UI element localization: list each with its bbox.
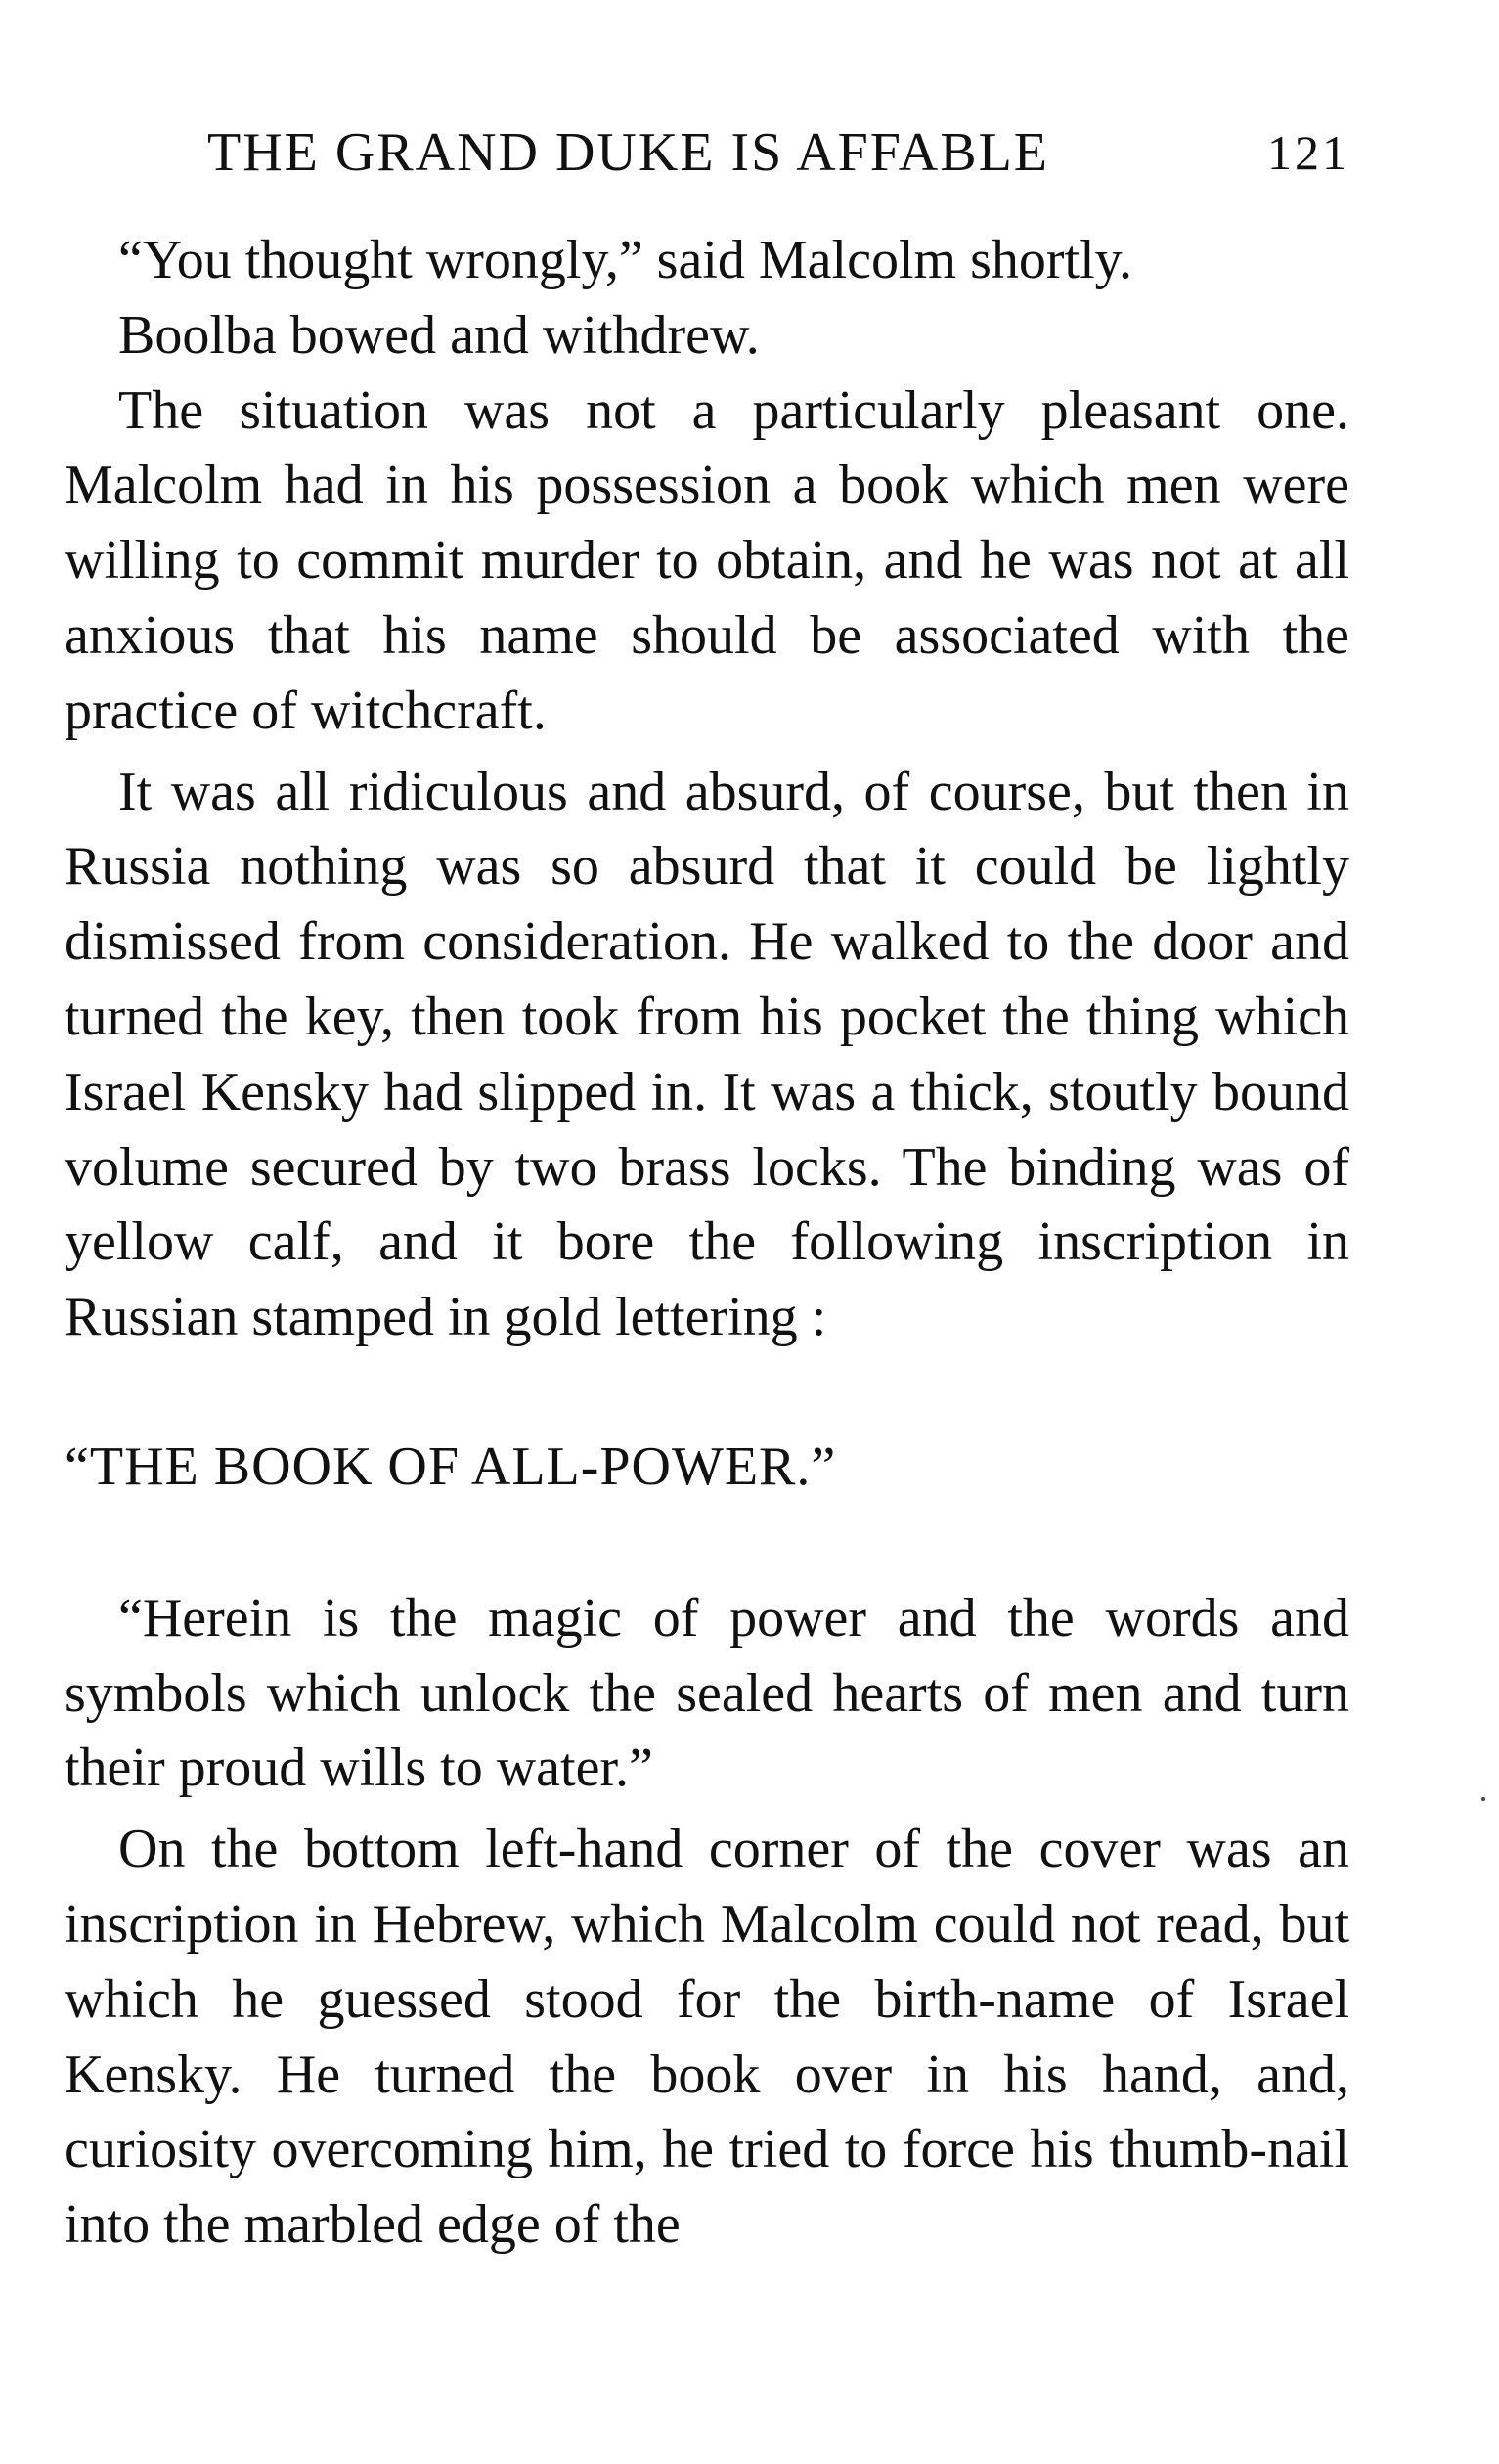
- paragraph-hebrew-inscription: On the bottom left-hand corner of the cover was an inscription in Hebrew, which Malcolm could not read, but which he guessed stood for the birth-name of Israel Kensky. He turned the book over in his hand, and, curiosity overcoming him, he tried to force his thumb-nail into the marbled edge of the: [65, 1819, 1349, 2256]
- paragraph-absurd: It was all ridiculous and absurd, of course, but then in Russia nothing was so absurd that it could be lightly dismissed from consideration. He walked to the door and turned the key, then took from his pocket the thing which Israel Kensky had slipped in. It was a thick, stoutly bound volume secured by two brass locks. The binding was of yellow calf, and it bore the following inscription in Russian stamped in gold lettering :: [65, 761, 1349, 1348]
- paper-speck: [1481, 1797, 1485, 1801]
- paragraph-withdrew: Boolba bowed and withdrew.: [118, 304, 760, 366]
- running-title: THE GRAND DUKE IS AFFABLE: [207, 122, 1049, 183]
- paragraph-herein: “Herein is the magic of power and the words and symbols which unlock the sealed hearts of men and turn their proud wills to water.”: [65, 1587, 1349, 1799]
- page-number: 121: [1267, 125, 1349, 180]
- book-title-inscription: “THE BOOK OF ALL-POWER.”: [65, 1435, 837, 1497]
- body-text: [65, 223, 1349, 2263]
- running-head: [207, 117, 1349, 188]
- paragraph-situation: The situation was not a particularly pleasant one. Malcolm had in his possession a book which men were willing to commit murder to obtain, and he was not at all anxious that his name should be associated with the practice of witchcraft.: [65, 379, 1349, 741]
- paragraph-dialogue: “You thought wrongly,” said Malcolm shortly.: [118, 230, 1132, 290]
